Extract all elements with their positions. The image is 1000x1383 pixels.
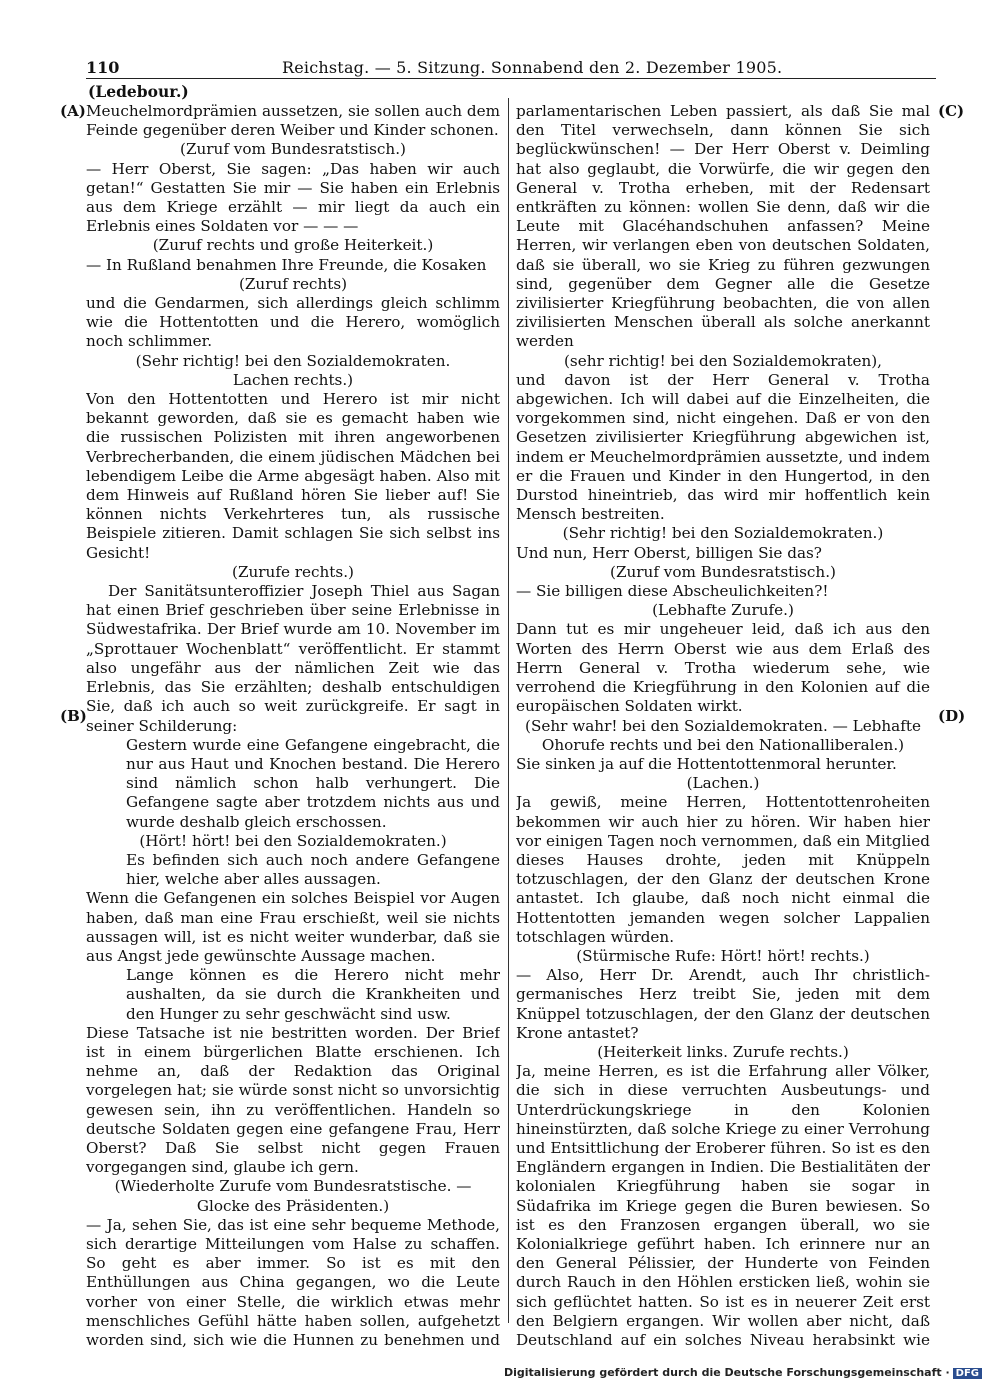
footer-credit bbox=[504, 1366, 982, 1379]
paragraph: — Sie billigen diese Abscheulichkeiten?! bbox=[516, 582, 829, 601]
interjection: Glocke des Präsidenten.) bbox=[196, 1196, 390, 1215]
footer-text: Digitalisierung gefördert durch die Deutsche Forschungsgemeinschaft · bbox=[503, 1366, 950, 1379]
interjection: (Zuruf rechts und große Heiterkeit.) bbox=[152, 236, 434, 255]
dfg-logo: DFG bbox=[953, 1368, 982, 1379]
paragraph: parlamentarischen Leben passiert, als daß Sie mal den Titel verwechseln, dann können Sie sich beglückwünschen! — Der Herr Oberst v. Deimling hat also geglaubt, die Vorwürfe, die wir gegen den General v. Trotha erheben, mit der Redensart entkräften zu können: wollen Sie denn, daß wir die Leute mit Glacéhandschuhen anfassen? Meine Herren, wir verlangen eben von deutschen Soldaten, daß sie überall, wo sie Krieg zu führen gezwungen sind, gegenüber dem Gegner alle die Gesetze zivilisierter Kriegführung beobachten, die von allen zivilisierten Menschen überall als solche anerkannt werden bbox=[516, 102, 930, 351]
paragraph: — Also, Herr Dr. Arendt, auch Ihr christlich-germanisches Herz treibt Sie, jeden mit dem Knüppel totzuschlagen, der den Glanz der deutschen Krone antastet? bbox=[516, 966, 930, 1042]
margin-marker-a: (A) bbox=[60, 102, 86, 120]
paragraph: Von den Hottentotten und Herero ist mir nicht bekannt geworden, daß sie es gemacht haben wie die russischen Polizisten mit ihren angeworbenen Verbrecherbanden, die einem jüdischen Mädchen bei lebendigem Leibe die Arme abgesägt haben. Also mit dem Hinweis auf Rußland hören Sie lieber auf! Sie können nichts Verkehrteres tun, als russische Beispiele zitieren. Damit schlagen Sie sich selbst ins Gesicht! bbox=[86, 390, 500, 562]
header-rule bbox=[86, 78, 936, 79]
paragraph: Ja gewiß, meine Herren, Hottentottenroheiten bekommen wir auch hier zu hören. Wir haben hier vor einigen Tagen noch vernommen, daß ein Mitglied dieses Hauses drohte, jeden mit Knüppeln totzuschlagen, der den Glanz der deutschen Krone antastet. Ich glaube, daß noch nicht einmal die Hottentotten jemanden wegen solcher Lappalien totschlagen würden. bbox=[516, 793, 930, 946]
paragraph: — Ja, sehen Sie, das ist eine sehr bequeme Methode, sich derartige Mitteilungen vom Halse zu schaffen. So geht es aber immer. So ist es mit den Enthüllungen aus China gegangen, wo die Leute vorher von einer Stelle, die wirklich etwas mehr menschliches Gefühl hätte haben sollen, aufgehetzt worden sind, sich wie die Hunnen zu benehmen und bbox=[86, 1215, 500, 1349]
interjection: (Sehr wahr! bei den Sozialdemokraten. — Lebhafte Ohorufe rechts und bei den Nationalliberalen.) bbox=[525, 716, 921, 754]
quoted-passage: Gestern wurde eine Gefangene eingebracht, die nur aus Haut und Knochen bestand. Die Herero sind nämlich schon halb verhungert. Die Gefangene sagte aber trotzdem nichts aus und wurde deshalb gleich erschossen. bbox=[126, 735, 500, 831]
paragraph: Und nun, Herr Oberst, billigen Sie das? bbox=[516, 543, 822, 562]
interjection: (Lebhafte Zurufe.) bbox=[652, 601, 794, 620]
interjection: (Zuruf vom Bundesratstisch.) bbox=[180, 140, 406, 159]
interjection: Lachen rechts.) bbox=[232, 370, 354, 389]
margin-marker-d: (D) bbox=[938, 707, 966, 725]
margin-marker-c: (C) bbox=[938, 102, 965, 120]
interjection: (Sehr richtig! bei den Sozialdemokraten. bbox=[135, 351, 451, 370]
paragraph: Diese Tatsache ist nie bestritten worden. Der Brief ist in einem bürgerlichen Blatte erschienen. Ich nehme an, daß der Redaktion das Original vorgelegen hat; sie würde sonst nicht so unvorsichtig gewesen sein, ihn zu veröffentlichen. Handeln so deutsche Soldaten gegen eine gefangene Frau, Herr Oberst? Daß Sie selbst nicht gegen Frauen vorgegangen sind, glaube ich gern. bbox=[86, 1023, 500, 1177]
interjection: (Zuruf rechts) bbox=[238, 274, 348, 293]
paragraph: Wenn die Gefangenen ein solches Beispiel vor Augen haben, daß man eine Frau erschießt, weil sie nichts aussagen will, ist es nicht weiter wunderbar, daß sie aus Angst jede gewünschte Aussage machen. bbox=[86, 889, 500, 965]
interjection: (Hört! hört! bei den Sozialdemokraten.) bbox=[139, 831, 447, 850]
interjection: (Zurufe rechts.) bbox=[232, 562, 354, 581]
interjection: (Stürmische Rufe: Hört! hört! rechts.) bbox=[576, 946, 870, 965]
page-number: 110 bbox=[86, 58, 120, 77]
paragraph: und die Gendarmen, sich allerdings gleich schlimm wie die Hottentotten und die Herero, womöglich noch schlimmer. bbox=[86, 294, 500, 351]
interjection: (Lachen.) bbox=[686, 774, 760, 793]
quoted-passage: Lange können es die Herero nicht mehr aushalten, da sie durch die Krankheiten und den Hunger zu sehr geschwächt sind usw. bbox=[126, 966, 500, 1023]
paragraph: — In Rußland benahmen Ihre Freunde, die Kosaken bbox=[86, 255, 487, 274]
paragraph: Dann tut es mir ungeheuer leid, daß ich aus den Worten des Herrn Oberst wie aus dem Erlaß des Herrn General v. Trotha wiederum sehe, wie verrohend die Kriegführung in den Kolonien auf die europäischen Soldaten wirkt. bbox=[516, 620, 930, 716]
interjection: (sehr richtig! bei den Sozialdemokraten), bbox=[563, 351, 883, 370]
right-column bbox=[516, 102, 930, 1352]
paragraph: Meuchelmordprämien aussetzen, sie sollen auch dem Feinde gegenüber deren Weiber und Kinder schonen. bbox=[86, 102, 500, 140]
column-divider bbox=[508, 98, 509, 1323]
paragraph: und davon ist der Herr General v. Trotha abgewichen. Ich will dabei auf die Einzelheiten, die vorgekommen sind, nicht eingehen. Daß er von den Gesetzen zivilisierter Kriegführung abgewichen ist, indem er Meuchelmordprämien aussetzte, und indem er die Frauen und Kinder in den Hungertod, in den Durstod hineintrieb, das wird mir hoffentlich kein Mensch bestreiten. bbox=[516, 370, 930, 524]
quoted-passage: Es befinden sich auch noch andere Gefangene hier, welche aber alles aussagen. bbox=[126, 850, 500, 889]
left-column bbox=[86, 102, 500, 1352]
paragraph: Sie sinken ja auf die Hottentottenmoral herunter. bbox=[516, 754, 897, 773]
interjection: (Sehr richtig! bei den Sozialdemokraten.) bbox=[562, 524, 884, 543]
paragraph: Der Sanitätsunteroffizier Joseph Thiel aus Sagan hat einen Brief geschrieben über seine Erlebnisse in Südwestafrika. Der Brief wurde am 10. November im „Sprottauer Wochenblatt“ veröffentlicht. Er stammt also ungefähr aus der nämlichen Zeit wie das Erlebnis, das Sie erzählten; deshalb entschuldigen Sie, daß ich auch so weit zurückgreife. Er sagt in seiner Schilderung: bbox=[86, 582, 500, 735]
paragraph: — Herr Oberst, Sie sagen: „Das haben wir auch getan!“ Gestatten Sie mir — Sie haben ein Erlebnis aus dem Kriege erzählt — mir liegt da auch ein Erlebnis eines Soldaten vor — — — bbox=[86, 159, 500, 236]
interjection: (Zuruf vom Bundesratstisch.) bbox=[610, 562, 836, 581]
interjection: (Wiederholte Zurufe vom Bundesratstische. — bbox=[114, 1177, 472, 1196]
running-title: Reichstag. — 5. Sitzung. Sonnabend den 2. Dezember 1905. bbox=[282, 58, 783, 77]
margin-marker-b: (B) bbox=[60, 707, 87, 725]
interjection: (Heiterkeit links. Zurufe rechts.) bbox=[597, 1042, 849, 1061]
speaker-tag: (Ledebour.) bbox=[88, 82, 189, 101]
paragraph: Ja, meine Herren, es ist die Erfahrung aller Völker, die sich in diese verruchten Ausbeutungs- und Unterdrückungskriege in den Kolonien hineinstürzten, daß solche Kriege zu einer Verrohung und Entsittlichung der Eroberer führen. So ist es den Engländern ergangen in Indien. Die Bestialitäten der kolonialen Kriegführung haben sie sogar in Südafrika im Kriege gegen die Buren bewiesen. So ist es den Franzosen ergangen überall, wo sie Kolonialkriege geführt haben. Ich erinnere nur an den General Pélissier, der Hunderte von Feinden durch Rauch in den Höhlen ersticken ließ, wohin sie sich geflüchtet hatten. So ist es in neuerer Zeit erst den Belgiern ergangen. Wir wollen aber nicht, daß Deutschland auf ein solches Niveau herabsinkt wie bbox=[516, 1062, 930, 1349]
